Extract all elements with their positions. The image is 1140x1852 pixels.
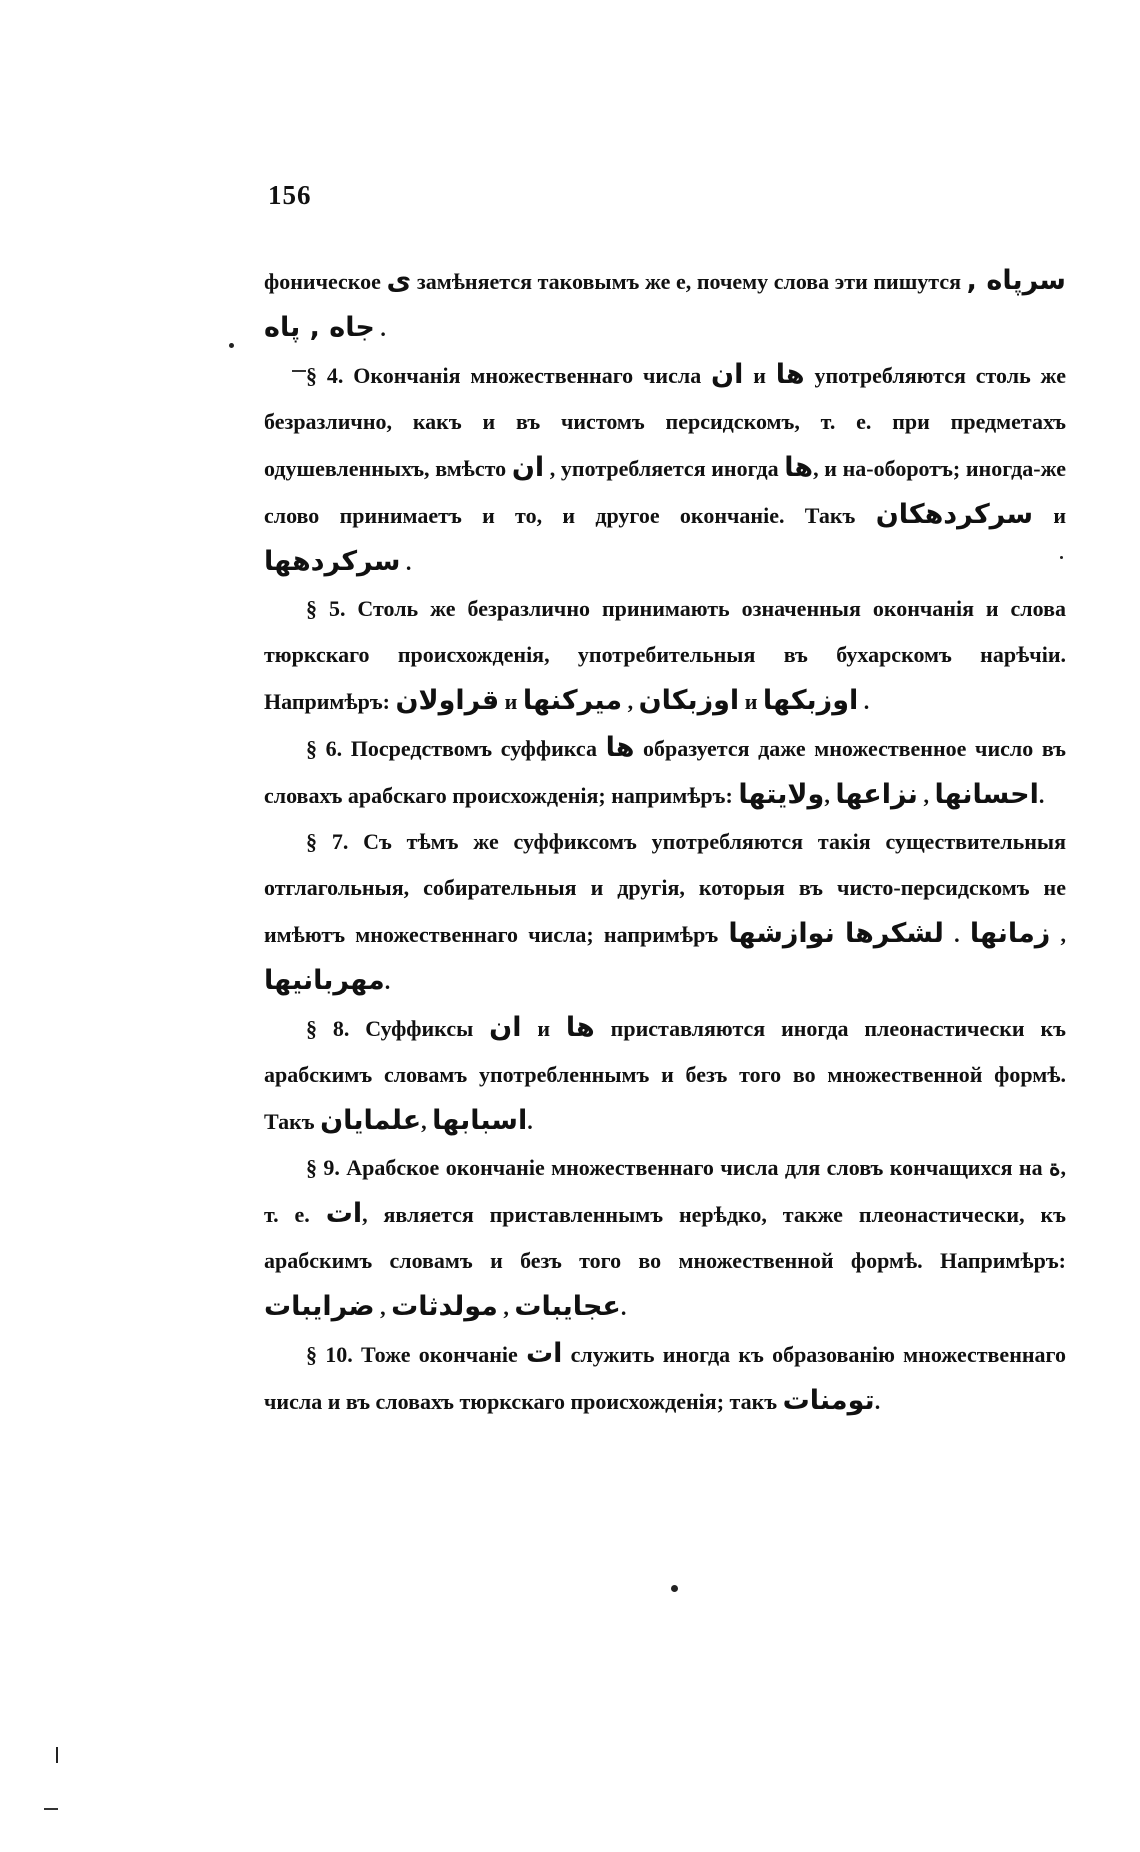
text-run: § 4. Окончанія множественнаго числа	[306, 363, 712, 388]
arabic-word: ها	[605, 732, 635, 763]
scan-speck	[292, 370, 306, 372]
paragraph	[264, 1145, 1066, 1331]
text-run: служить иногда къ образованію множественнаго числа и въ словахъ тюркскаго происхожденія; такъ	[264, 1342, 1066, 1414]
text-run: и	[739, 689, 763, 714]
arabic-word: ها	[784, 452, 814, 483]
text-run: приставляются иногда плеонастически къ арабскимъ словамъ употребленнымъ и безъ того во множественной формѣ. Такъ	[264, 1016, 1066, 1134]
paragraph	[264, 1005, 1066, 1145]
text-run: .	[874, 1389, 881, 1414]
text-run: замѣняется таковымъ же е, почему слова эти пишутся	[411, 269, 967, 294]
text-run: и	[521, 1016, 566, 1041]
arabic-word: ها	[565, 1012, 595, 1043]
text-run: .	[400, 550, 412, 575]
text-run: образуется даже множественное число въ словахъ арабскаго происхожденія; напримѣръ:	[264, 736, 1066, 808]
text-run: ,	[824, 783, 836, 808]
arabic-word: قراولان	[395, 685, 500, 716]
text-run	[835, 922, 845, 947]
scan-speck	[671, 1585, 678, 1592]
text-run: , является приставленнымъ нерѣдко, также плеонастически, къ арабскимъ словамъ и безъ того во множественной формѣ. Напримѣръ:	[264, 1202, 1066, 1273]
text-run: § 7. Съ тѣмъ же суффиксомъ употребляются такія существительныя отглагольныя, собирательныя и другія, которыя въ чисто-персидскомъ не имѣютъ множественнаго числа; напримѣръ	[264, 829, 1066, 947]
arabic-word: اوزبکها	[762, 685, 859, 716]
arabic-word: لشکرها	[844, 918, 944, 949]
arabic-word: ان	[711, 359, 744, 390]
arabic-word: میرکنها	[522, 685, 623, 716]
text-run: ,	[1050, 922, 1067, 947]
text-run: .	[527, 1109, 533, 1134]
arabic-word: احسانها	[934, 779, 1039, 810]
text-run: § 9. Арабское окончаніе множественнаго числа для словъ кончащихся на ة, т. е.	[264, 1155, 1066, 1227]
text-run: .	[620, 1295, 627, 1320]
page-number: 156	[268, 180, 312, 210]
paragraph	[264, 725, 1066, 819]
text-run: .	[858, 689, 870, 714]
text-run: , употребляется иногда	[544, 456, 785, 481]
scan-speck	[229, 343, 234, 348]
text-run: § 8. Суффиксы	[306, 1016, 490, 1041]
text-run: ,	[917, 783, 935, 808]
arabic-word: سرکردهکان	[875, 499, 1034, 530]
text-run: .	[943, 922, 970, 947]
page-body-text	[264, 258, 1066, 1425]
arabic-word: ولایتها	[738, 779, 825, 810]
arabic-word: علمایان	[320, 1105, 422, 1136]
arabic-word: اوزبکان	[638, 685, 740, 716]
text-run: употребляются столь же безразлично, какъ и въ чистомъ персидскомъ, т. е. при предметахъ одушевленныхъ, вмѣсто	[264, 363, 1066, 481]
arabic-word: سرکردهها	[264, 546, 401, 577]
paragraph	[264, 586, 1066, 725]
text-run: ,	[622, 689, 639, 714]
text-run: и	[499, 689, 523, 714]
text-run: .	[1038, 783, 1045, 808]
text-run: .	[384, 969, 391, 994]
text-run: ,	[374, 1295, 392, 1320]
arabic-word: ی	[386, 265, 412, 296]
arabic-word: ها	[775, 359, 805, 390]
scan-speck	[1060, 556, 1063, 559]
arabic-word: نوازشها	[728, 918, 835, 949]
text-run: ,	[497, 1295, 515, 1320]
arabic-word: ات	[325, 1198, 363, 1229]
arabic-word: ان	[511, 452, 545, 483]
paragraph	[264, 352, 1066, 586]
arabic-word: ضرایبات	[264, 1291, 375, 1322]
text-run: .	[374, 316, 386, 341]
paragraph	[264, 819, 1066, 1005]
arabic-word: زمانها	[969, 918, 1051, 949]
scan-speck	[56, 1747, 58, 1763]
arabic-word: عجایبات	[514, 1291, 621, 1322]
arabic-word: مهربانیها	[264, 965, 385, 996]
arabic-word: تومنات	[782, 1385, 875, 1416]
arabic-word: مولدثات	[391, 1291, 498, 1322]
text-run: , и на-оборотъ; иногда-же слово принимаетъ и то, и другое окончаніе. Такъ	[264, 456, 1067, 528]
paragraph	[264, 1331, 1066, 1425]
text-run: § 6. Посредствомъ суффикса	[306, 736, 606, 761]
text-run: ,	[421, 1109, 433, 1134]
text-run: фоническое	[264, 269, 387, 294]
arabic-word: سرپاه , جاه , پاه	[264, 265, 1066, 343]
arabic-word: ات	[526, 1338, 563, 1369]
text-run: и	[743, 363, 776, 388]
paragraph	[264, 258, 1066, 352]
text-run: и	[1033, 503, 1066, 528]
arabic-word: ان	[489, 1012, 522, 1043]
text-run: § 5. Столь же безразлично принимають означенныя окончанія и слова тюркскаго происхожденія, употребительныя въ бухарскомъ нарѣчіи. Напримѣръ:	[264, 596, 1066, 714]
text-run: § 10. Тоже окончаніе	[306, 1342, 526, 1367]
arabic-word: اسبابها	[432, 1105, 528, 1136]
scan-speck	[44, 1808, 58, 1810]
arabic-word: نزاعها	[835, 779, 918, 810]
